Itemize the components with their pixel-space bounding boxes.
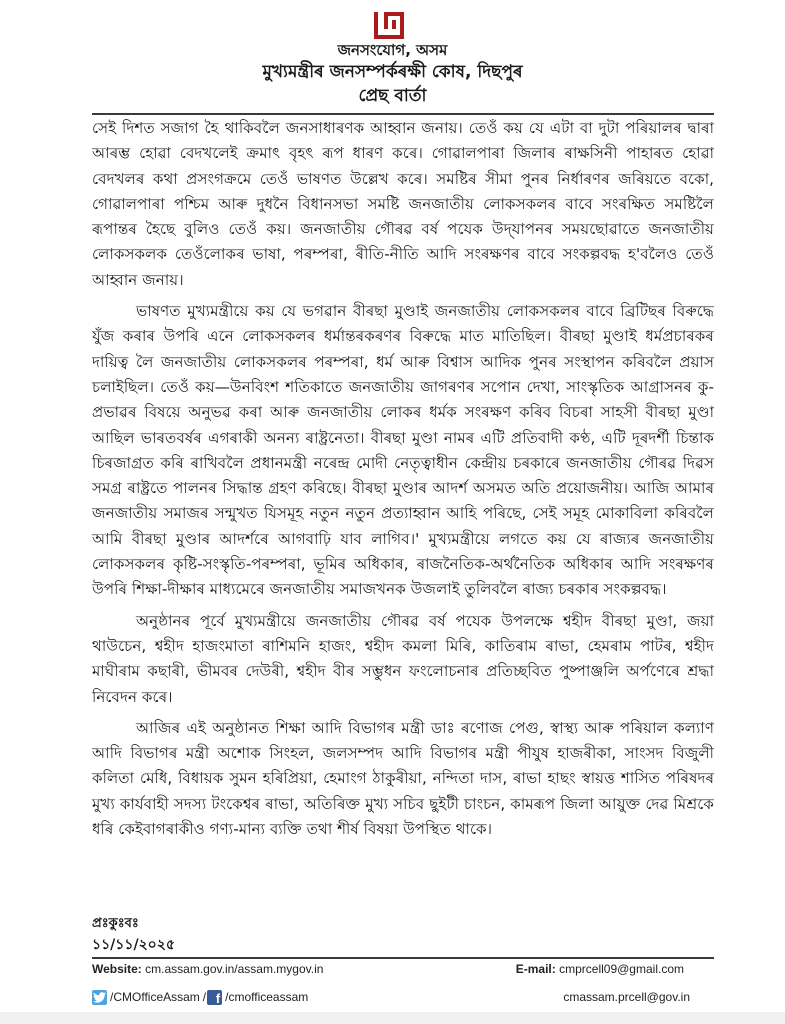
paragraph-1: সেই দিশত সজাগ হৈ থাকিবলৈ জনসাধাৰণক আহ্বান জনায়। তেওঁ কয় যে এটা বা দুটা পৰিয়ালৰ দ্বাৰা আৰম্ভ হোৱা বেদখলেই ক্ৰমাৎ বৃহৎ ৰূপ ধাৰণ কৰে। গোৱালপাৰা জিলাৰ ৰাক্ষসিনী পাহাৰত হোৱা বেদখলৰ কথা প্ৰসংগক্ৰমে তেওঁ ভাষণত উল্লেখ কৰে। সমষ্টিৰ সীমা পুনৰ নিৰ্ধাৰণৰ জৰিয়তে বকো, গোৱালপাৰা পশ্চিম আৰু দুধনৈ বিধানসভা সমষ্টি জনজাতীয় লোকসকলৰ বাবে সংৰক্ষিত সমষ্টিলৈ ৰূপান্তৰ হৈছে বুলিও তেওঁ কয়। জনজাতীয় গৌৰৱ বৰ্ষ পযেক উদ্‌যাপনৰ সময়ছোৱাতে জনজাতীয় লোকসকলক তেওঁলোকৰ ভাষা, পৰম্পৰা, ৰীতি-নীতি আদি সংৰক্ষণৰ বাবে সংকল্পবদ্ধ হ'বলৈও তেওঁ আহ্বান জনায়।: [92, 119, 714, 289]
signoff-abbreviation: প্ৰঃকুঃবঃ: [92, 916, 139, 931]
twitter-icon[interactable]: [92, 990, 107, 1005]
email-secondary-link[interactable]: cmassam.prcell@gov.in: [563, 990, 690, 1004]
paragraph-2: ভাষণত মুখ্যমন্ত্ৰীয়ে কয় যে ভগৱান বীৰছা মুণ্ডাই জনজাতীয় লোকসকলৰ বাবে ব্ৰিটিছৰ বিৰুদ্ধে যুঁজ কৰাৰ উপৰি এনে লোকসকলৰ ধৰ্মান্তৰকৰণৰ বিৰুদ্ধে মাত মাতিছিল। বীৰছা মুণ্ডাই ধৰ্মপ্ৰচাৰকৰ দায়িত্ব লৈ জনজাতীয় লোকসকলৰ পৰম্পৰা, ধৰ্ম আৰু বিশ্বাস আদিক পুনৰ সংস্থাপন কৰিবলৈ প্ৰয়াস চলাইছিল। তেওঁ কয়—উনবিংশ শতিকাতে জনজাতীয় জাগৰণৰ সপোন দেখা, সাংস্কৃতিক আগ্ৰাসনৰ কু-প্ৰভাৱৰ বিষয়ে অনুভৱ কৰা আৰু জনজাতীয় লোকৰ ধৰ্মক সংৰক্ষণ কৰিব বিচৰা সাহসী বীৰছা মুণ্ডা আছিল ভাৰতবৰ্ষৰ এগৰাকী অনন্য ৰাষ্ট্ৰনেতা। বীৰছা মুণ্ডা নামৰ এটি প্ৰতিবাদী কণ্ঠ, এটি দূৰদৰ্শী চিন্তাক চিৰজাগ্ৰত কৰি ৰাখিবলৈ প্ৰধানমন্ত্ৰী নৰেন্দ্ৰ মোদী নেতৃত্বাধীন কেন্দ্ৰীয় চৰকাৰে জনজাতীয় গৌৰৱ দিৱস সমগ্ৰ ৰাষ্ট্ৰতে পালনৰ সিদ্ধান্ত গ্ৰহণ কৰিছে। বীৰছা মুণ্ডাৰ আদৰ্শ অসমত অতি প্ৰয়োজনীয়। আজি আমাৰ জনজাতীয় সমাজৰ সন্মুখত যিসমূহ নতুন নতুন প্ৰত্যাহ্বান আহি পৰিছে, সেই সমূহ মোকাবিলা কৰিবলৈ আমি বীৰছা মুণ্ডাৰ আদৰ্শৰে আগবাঢ়ি যাব লাগিব।' মুখ্যমন্ত্ৰীয়ে লগতে কয় যে ৰাজ্যৰ জনজাতীয় লোকসকলৰ কৃষ্টি-সংস্কৃতি-পৰম্পৰা, ভূমিৰ অধিকাৰ, ৰাজনৈতিক-অৰ্থনৈতিক অধিকাৰ আদি সংৰক্ষণৰ উপৰি শিক্ষা-দীক্ষাৰ মাধ্যমেৰে জনজাতীয় সমাজখনক উজলাই তুলিবলৈ ৰাজ্য চৰকাৰ সংকল্পবদ্ধ।: [92, 302, 714, 599]
paragraph-3: অনুষ্ঠানৰ পূৰ্বে মুখ্যমন্ত্ৰীয়ে জনজাতীয় গৌৰৱ বৰ্ষ পযেক উপলক্ষে শ্বহীদ বীৰছা মুণ্ডা, জয়া থাউচেন, শ্বহীদ হাজংমাতা ৰাশিমনি হাজং, শ্বহীদ কমলা মিৰি, কাতিৰাম ৰাভা, হেমৰাম পাটৰ, শ্বহীদ মাঘীৰাম কছাৰী, ভীমবৰ দেউৰী, শ্বহীদ বীৰ সম্ভুধন ফংলোচনাৰ প্ৰতিচ্ছবিত পুষ্পাঞ্জলি অৰ্পণেৰে শ্ৰদ্ধা নিবেদন কৰে।: [92, 611, 714, 706]
release-date: ১১/১১/২০২৫: [92, 937, 175, 953]
office-name: মুখ্যমন্ত্ৰীৰ জনসম্পৰ্কৰক্ষী কোষ, দিছপুৰ: [262, 62, 523, 82]
website-label: Website:: [92, 962, 142, 976]
header-divider: [92, 113, 714, 115]
separator: /: [202, 990, 207, 1004]
twitter-handle-link[interactable]: /CMOfficeAssam: [110, 990, 200, 1004]
website-link[interactable]: cm.assam.gov.in/assam.mygov.in: [145, 962, 324, 976]
document-type: প্ৰেছ বাৰ্তা: [358, 86, 427, 106]
footer-divider: [92, 957, 714, 959]
paragraph-4: আজিৰ এই অনুষ্ঠানত শিক্ষা আদি বিভাগৰ মন্ত্ৰী ডাঃ ৰণোজ পেগু, স্বাস্থ্য আৰু পৰিয়াল কল্যাণ আদি বিভাগৰ মন্ত্ৰী অশোক সিংহল, জলসম্পদ আদি বিভাগৰ মন্ত্ৰী পীযুষ হাজৰীকা, সাংসদ বিজুলী কলিতা মেধি, বিধায়ক সুমন হৰিপ্ৰিয়া, হেমাংগ ঠাকুৰীয়া, নন্দিতা দাস, ৰাভা হাছং স্বায়ত্ত শাসিত পৰিষদৰ মুখ্য কাৰ্যবাহী সদস্য টংকেশ্বৰ ৰাভা, অতিৰিক্ত মুখ্য সচিব ছুইটী চাংচন, কামৰূপ জিলা আয়ুক্ত দেৱ মিশ্ৰকে ধৰি কেইবাগৰাকীও গণ্য-মান্য ব্যক্তি তথা শীৰ্ষ বিষয়া উপস্থিত থাকে।: [92, 718, 714, 839]
facebook-handle-link[interactable]: /cmofficeassam: [225, 990, 309, 1004]
dipr-assam-logo-icon: [372, 10, 406, 40]
facebook-icon[interactable]: [207, 990, 222, 1005]
social-handles: [92, 989, 308, 1005]
email-primary-link[interactable]: cmprcell09@gmail.com: [559, 962, 684, 976]
email-info: [516, 961, 684, 977]
organization-name: জনসংযোগ, অসম: [337, 41, 448, 59]
press-release-body: [92, 116, 714, 848]
website-info: [92, 961, 323, 977]
email-label: E-mail:: [515, 962, 556, 976]
page-bottom-edge: [0, 1012, 785, 1024]
